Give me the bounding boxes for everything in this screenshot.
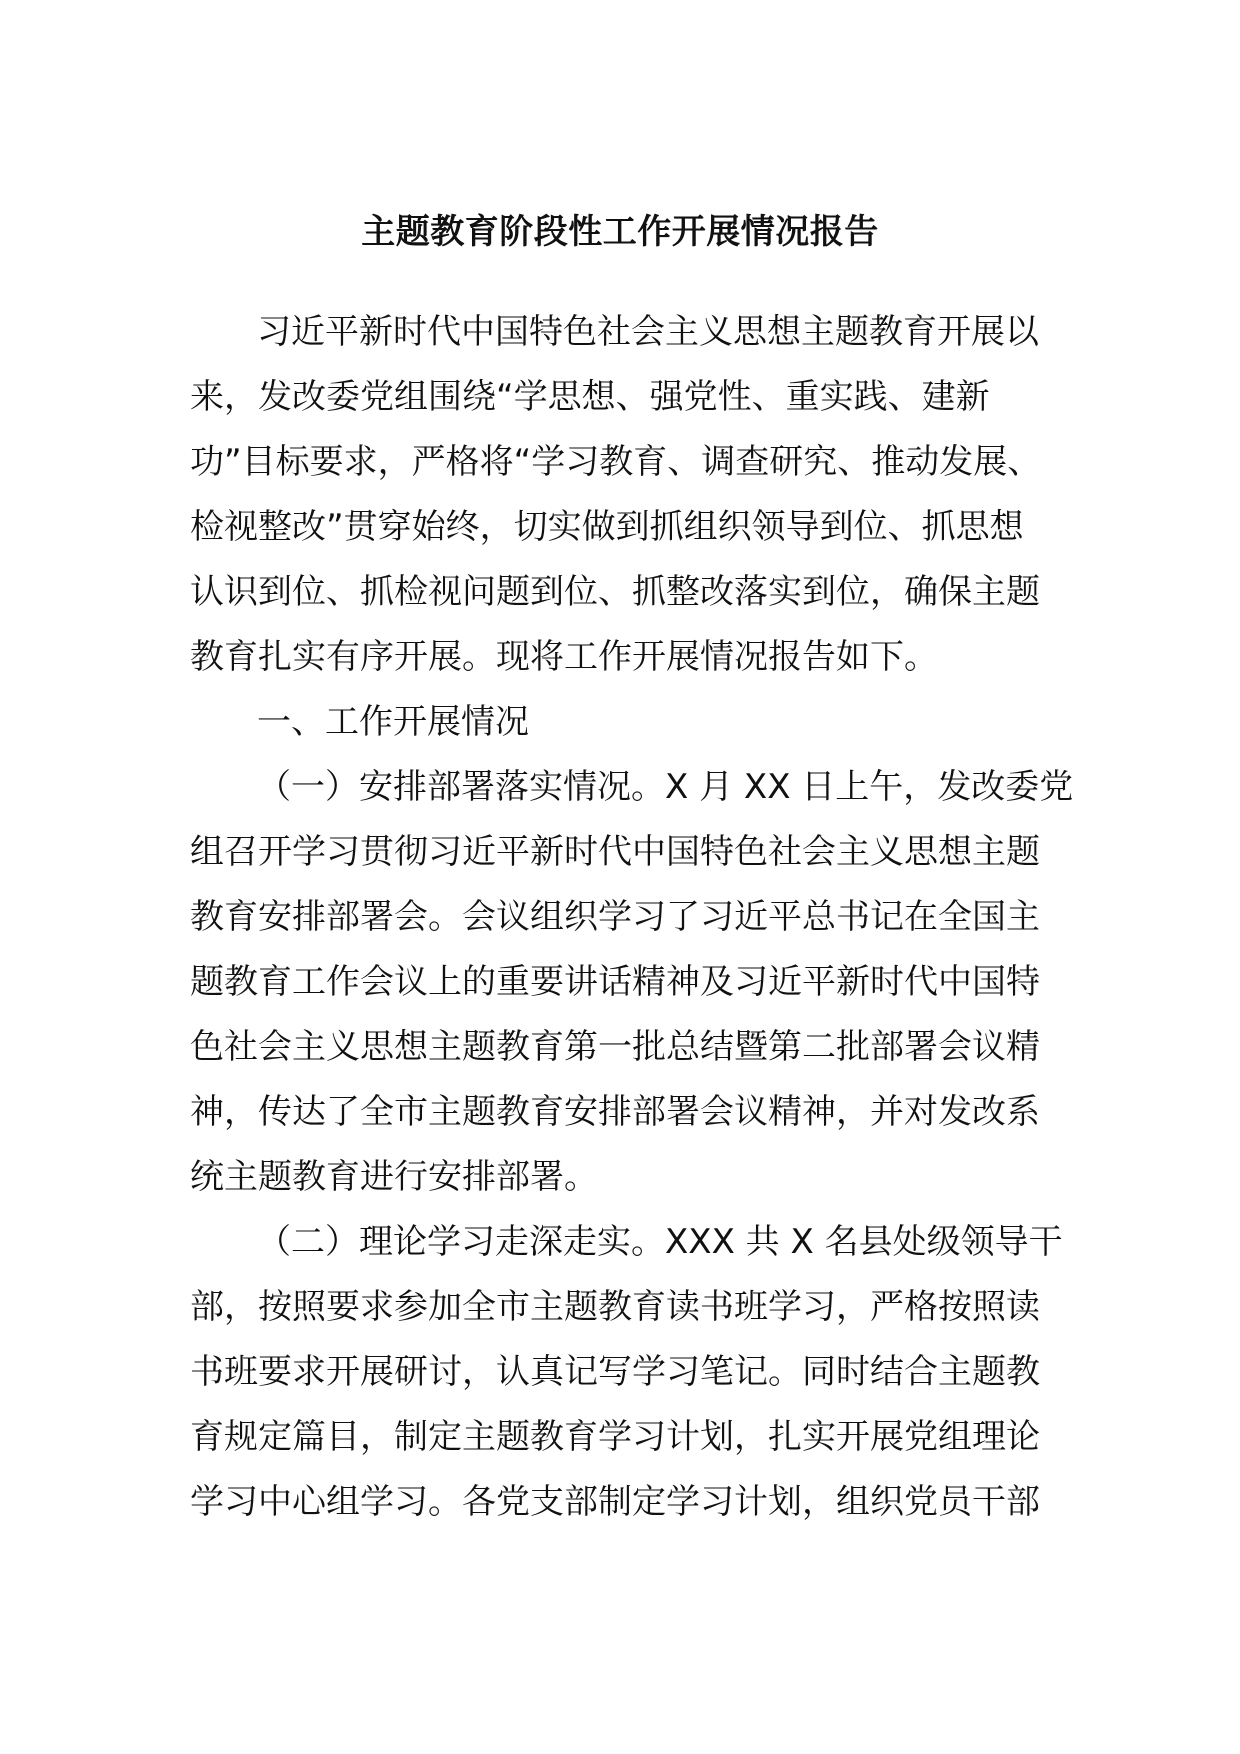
body-line: 神，传达了全市主题教育安排部署会议精神，并对发改系 [190, 1092, 1040, 1132]
body-line: 功”目标要求，严格将“学习教育、调查研究、推动发展、 [190, 442, 1042, 482]
body-line: 书班要求开展研讨，认真记写学习笔记。同时结合主题教 [190, 1352, 1040, 1392]
body-line: 部，按照要求参加全市主题教育读书班学习，严格按照读 [190, 1287, 1040, 1327]
body-line: 习近平新时代中国特色社会主义思想主题教育开展以 [257, 312, 1039, 352]
body-line: 教育扎实有序开展。现将工作开展情况报告如下。 [190, 637, 938, 677]
body-line: 育规定篇目，制定主题教育学习计划，扎实开展党组理论 [190, 1417, 1040, 1457]
body-line: 教育安排部署会。会议组织学习了习近平总书记在全国主 [190, 897, 1040, 937]
body-line: 统主题教育进行安排部署。 [190, 1157, 598, 1197]
body-line: 组召开学习贯彻习近平新时代中国特色社会主义思想主题 [190, 832, 1040, 872]
section-heading: 一、工作开展情况 [257, 702, 529, 742]
body-line: 来，发改委党组围绕“学思想、强党性、重实践、建新 [190, 377, 990, 417]
body-line: 检视整改”贯穿始终，切实做到抓组织领导到位、抓思想 [190, 507, 1024, 547]
body-line: 色社会主义思想主题教育第一批总结暨第二批部署会议精 [190, 1027, 1040, 1067]
body-line: 认识到位、抓检视问题到位、抓整改落实到位，确保主题 [190, 572, 1040, 612]
body-line: 题教育工作会议上的重要讲话精神及习近平新时代中国特 [190, 962, 1040, 1002]
body-line: 学习中心组学习。各党支部制定学习计划，组织党员干部 [190, 1482, 1040, 1522]
body-line: （一）安排部署落实情况。X 月 XX 日上午，发改委党 [257, 767, 1074, 807]
document-title: 主题教育阶段性工作开展情况报告 [361, 212, 879, 252]
body-line: （二）理论学习走深走实。XXX 共 X 名县处级领导干 [257, 1222, 1063, 1262]
